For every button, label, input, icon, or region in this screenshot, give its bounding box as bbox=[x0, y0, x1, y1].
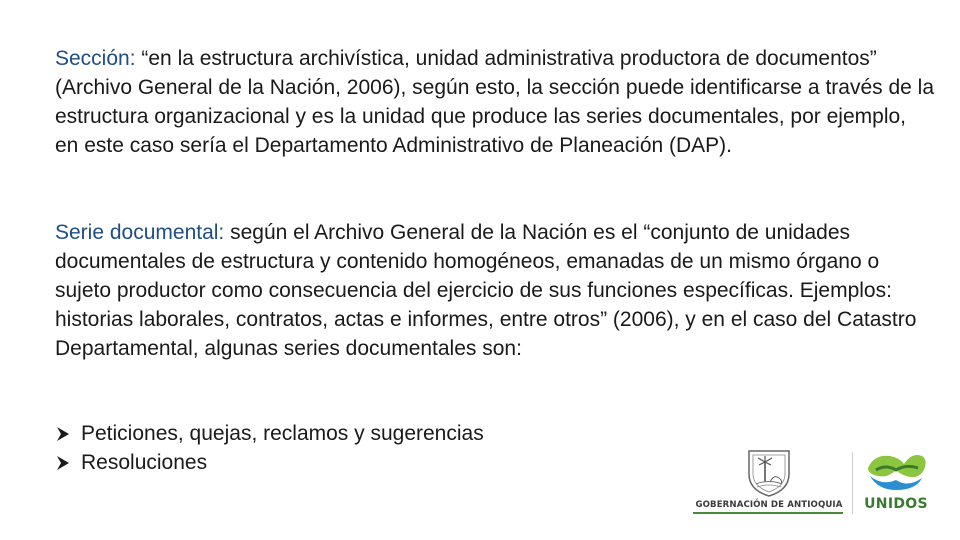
logo-underline bbox=[693, 512, 843, 514]
unidos-logo-text: UNIDOS bbox=[864, 496, 928, 512]
unidos-emblem-icon bbox=[860, 446, 932, 496]
serie-definition bbox=[55, 218, 935, 363]
seccion-definition bbox=[55, 44, 935, 160]
unidos-logo bbox=[860, 446, 932, 518]
list-item bbox=[55, 419, 484, 448]
list-item bbox=[55, 448, 484, 477]
series-list bbox=[55, 419, 484, 477]
gobernacion-antioquia-logo bbox=[690, 448, 848, 516]
seccion-term: Sección: bbox=[55, 47, 136, 70]
serie-term: Serie documental: bbox=[55, 221, 225, 244]
list-item-label: Resoluciones bbox=[81, 451, 208, 474]
gobernacion-logo-text: GOBERNACIÓN DE ANTIOQUIA bbox=[695, 500, 843, 510]
serie-text: según el Archivo General de la Nación es el “conjunto de unidades documentales de estructura y contenido homogéneos, emanadas de un mismo órgano o sujeto productor como consecuencia del ejercicio de sus funciones específicas. Ejemplos: historias laborales, contratos, actas e informes, entre otros” (2006), y en el caso del Catastro Departamental, algunas series documentales son: bbox=[55, 221, 917, 360]
seccion-text: “en la estructura archivística, unidad administrativa productora de documentos” (Archivo General de la Nación, 2006), según esto, la sección puede identificarse a través de la estructura organizacional y es la unidad que produce las series documentales, por ejemplo, en este caso sería el Departamento Administrativo de Planeación (DAP). bbox=[55, 47, 935, 157]
logo-divider bbox=[852, 452, 853, 514]
arrow-bullet-icon bbox=[55, 426, 75, 442]
coat-of-arms-icon bbox=[743, 448, 795, 498]
arrow-bullet-icon bbox=[55, 455, 75, 471]
list-item-label: Peticiones, quejas, reclamos y sugerencias bbox=[81, 422, 484, 445]
